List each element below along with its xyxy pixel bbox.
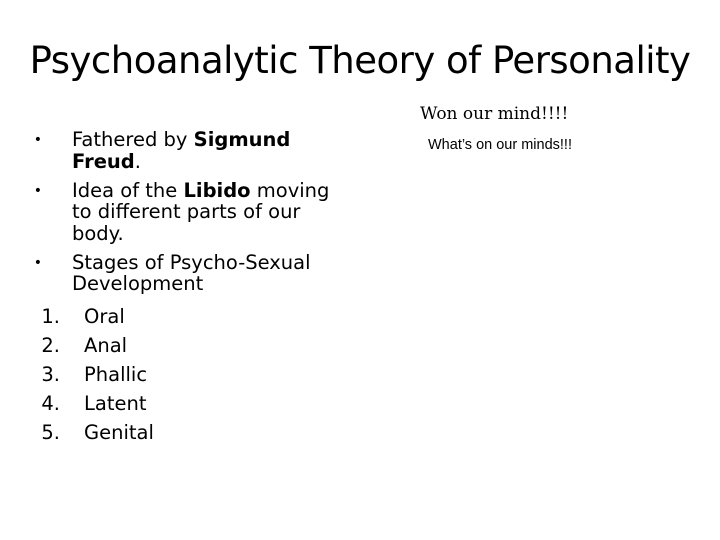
bullet-marker: •: [33, 132, 42, 148]
stage-label: Anal: [84, 334, 128, 357]
note-won-our-mind: Won our mind!!!!: [420, 104, 569, 124]
bullet-bold-text: Libido: [183, 178, 251, 202]
bullet-text-end: .: [134, 149, 141, 173]
stage-item-genital: [24, 418, 344, 447]
content-list: [24, 126, 344, 447]
bullet-marker: •: [33, 182, 42, 199]
bullet-marker: •: [33, 254, 42, 271]
stage-item-anal: [24, 331, 344, 360]
bullet-item-libido: [24, 180, 344, 245]
bullet-item-fathered: [24, 129, 344, 172]
stage-item-phallic: [24, 360, 344, 389]
bullet-text-end: moving to different parts of our body.: [72, 178, 330, 245]
bullet-item-stages: [24, 252, 344, 295]
bullet-text: Fathered by: [72, 128, 194, 151]
stage-number: 3.: [41, 363, 60, 386]
stage-label: Latent: [84, 392, 147, 415]
stage-number: 1.: [41, 305, 60, 328]
stage-number: 5.: [41, 421, 60, 444]
bullet-bold-text: Sigmund Freud: [72, 128, 291, 173]
stage-label: Oral: [84, 305, 125, 328]
bullet-text: Stages of Psycho-Sexual Development: [72, 250, 311, 295]
slide-title: Psychoanalytic Theory of Personality: [29, 39, 691, 82]
stage-label: Phallic: [84, 363, 148, 386]
stage-item-oral: [24, 302, 344, 331]
stage-label: Genital: [84, 421, 154, 444]
stage-item-latent: [24, 389, 344, 418]
stage-number: 2.: [41, 334, 60, 357]
note-whats-on-our-minds: What’s on our minds!!!: [428, 137, 572, 153]
stage-number: 4.: [41, 392, 60, 415]
bullet-text: Idea of the: [72, 178, 184, 202]
